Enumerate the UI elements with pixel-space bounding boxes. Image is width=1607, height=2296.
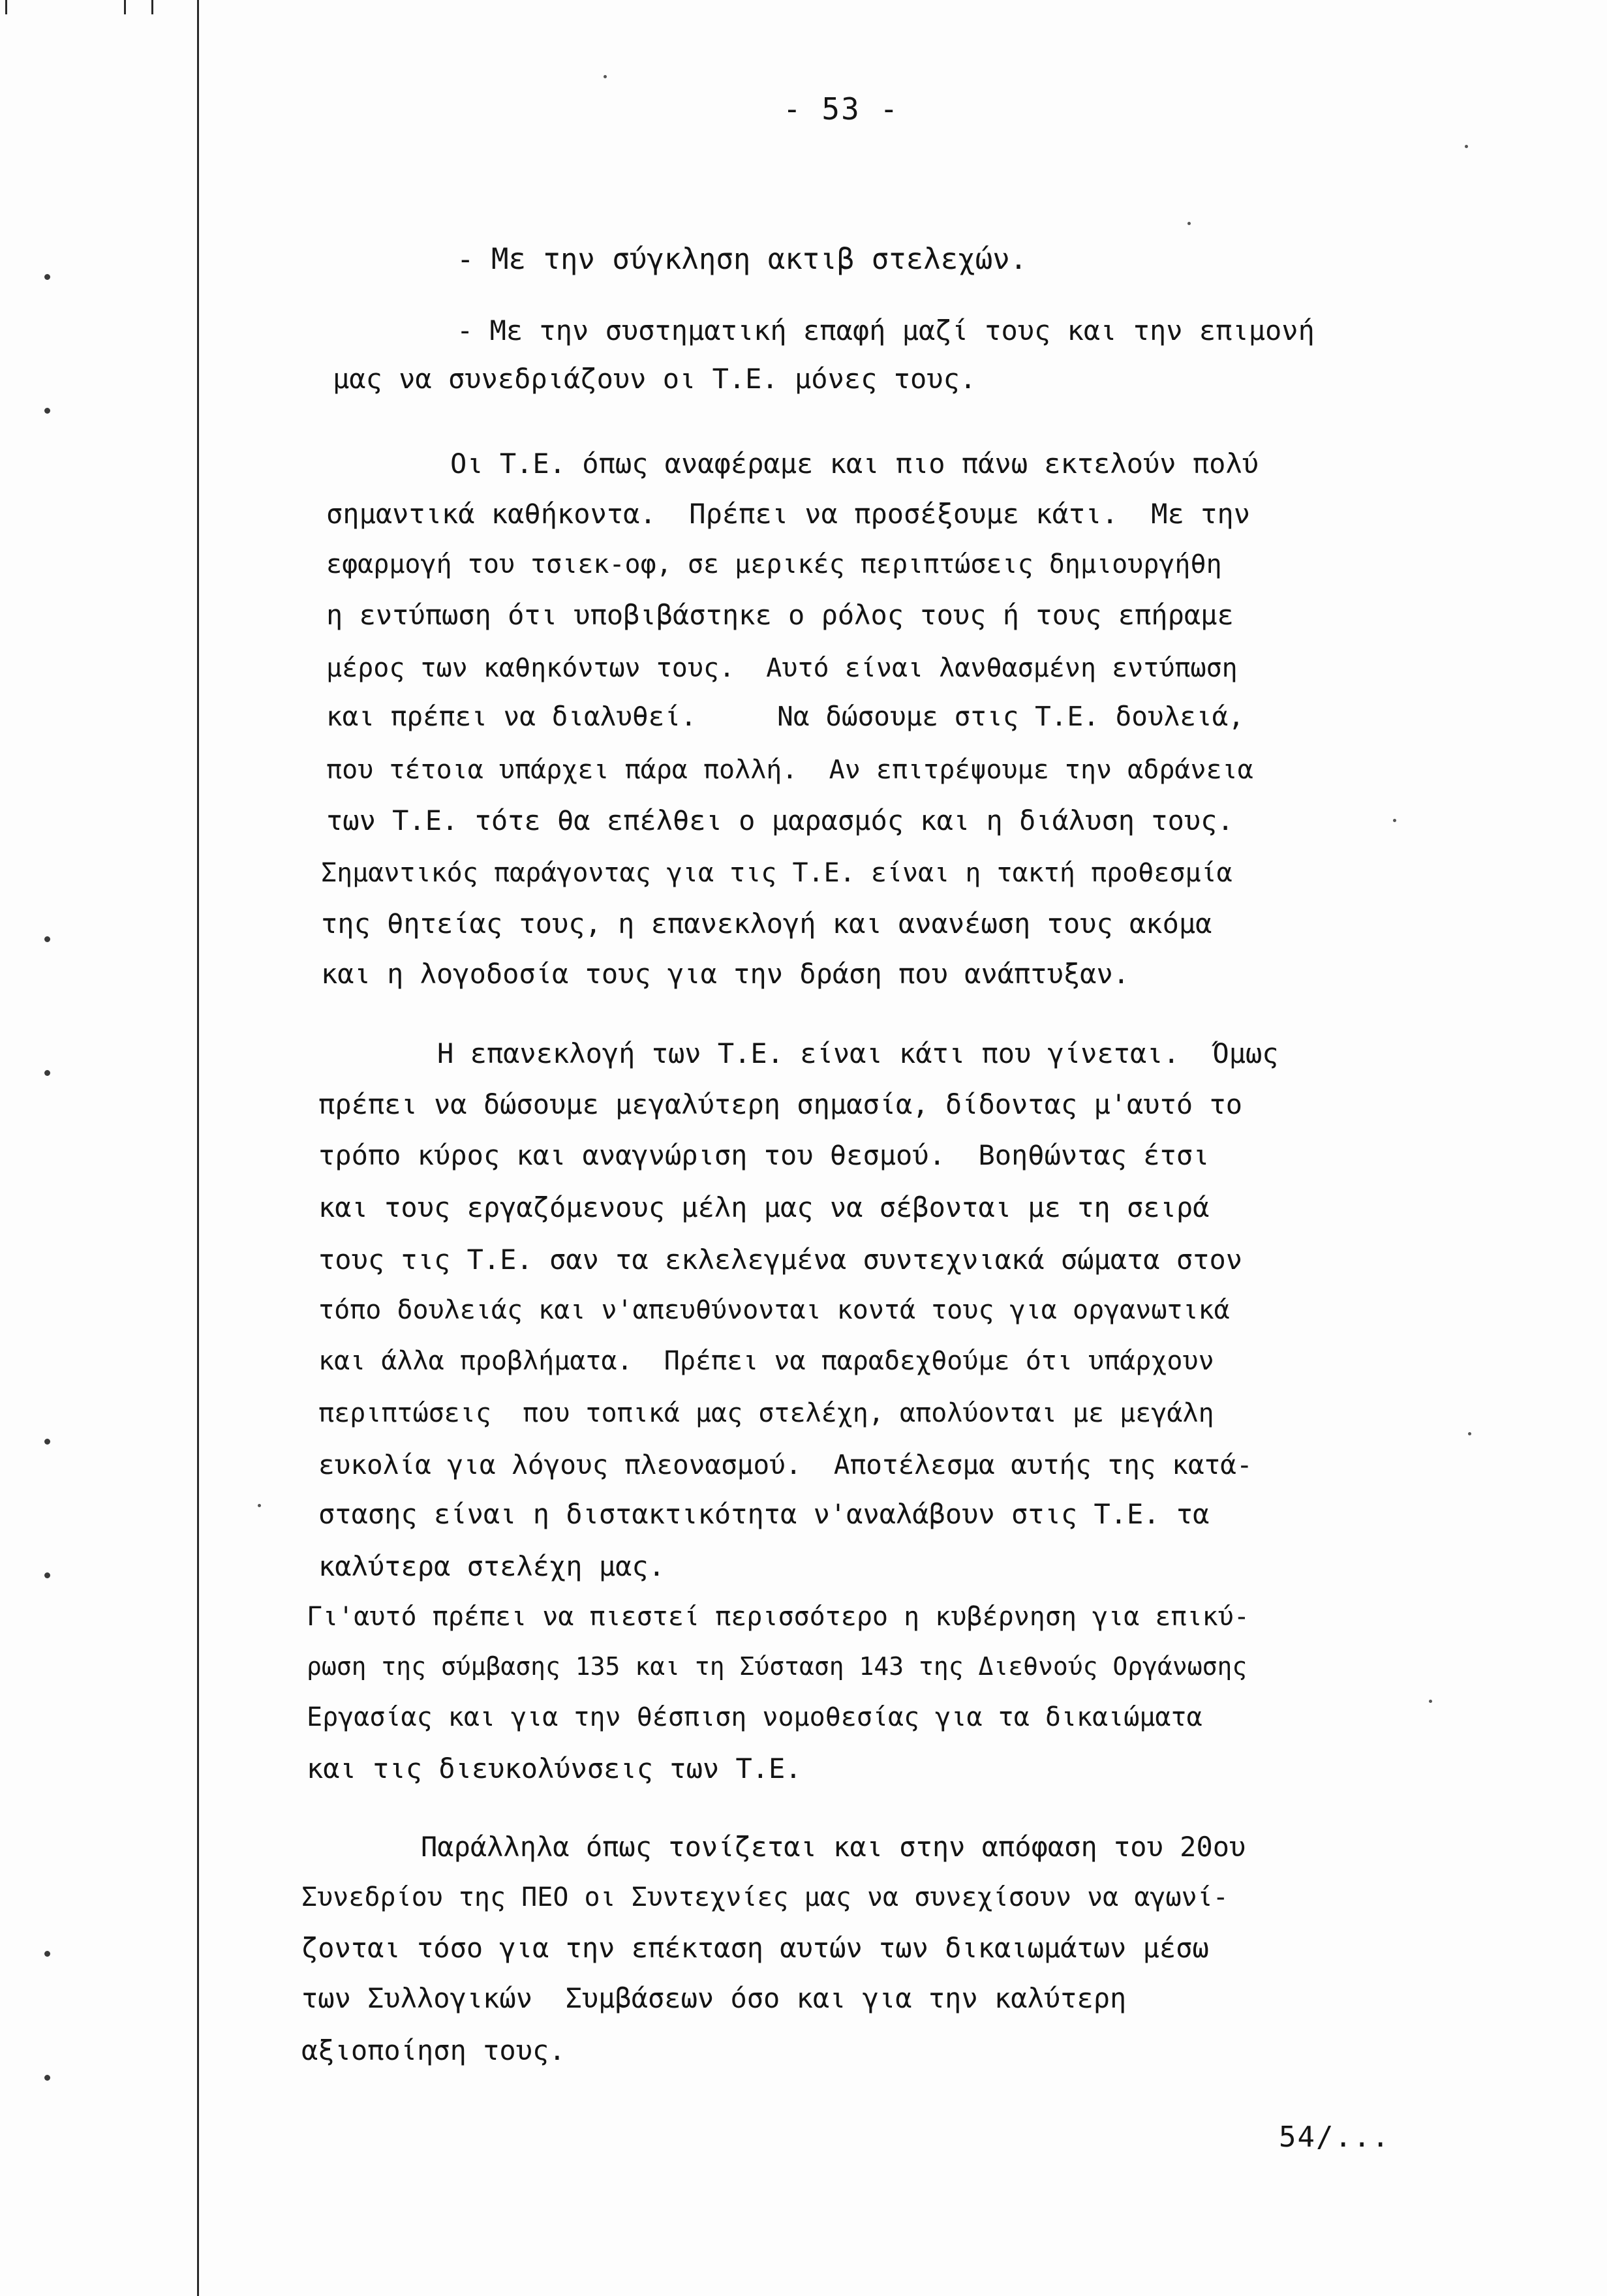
scan-speck bbox=[1187, 222, 1191, 225]
page-number: - 53 - bbox=[783, 91, 900, 127]
scan-speck bbox=[1468, 1432, 1471, 1435]
scan-speck bbox=[1429, 1700, 1432, 1703]
text-line: Συνεδρίου της ΠΕΟ οι Συντεχνίες μας να συνεχίσουν να αγωνί- bbox=[301, 1882, 1229, 1912]
scan-speck bbox=[604, 75, 607, 78]
text-line: πρέπει να δώσουμε μεγαλύτερη σημασία, δίδοντας μ'αυτό το bbox=[318, 1088, 1243, 1120]
text-line: Η επανεκλογή των Τ.Ε. είναι κάτι που γίνεται. Όμως bbox=[437, 1037, 1279, 1069]
text-line: και η λογοδοσία τους για την δράση που ανάπτυξαν. bbox=[321, 958, 1130, 990]
binder-hole bbox=[44, 1572, 50, 1578]
text-line: που τέτοια υπάρχει πάρα πολλή. Αν επιτρέψουμε την αδράνεια bbox=[326, 755, 1253, 785]
binder-hole bbox=[44, 1439, 50, 1445]
binder-hole bbox=[44, 408, 50, 414]
text-line: τρόπο κύρος και αναγνώριση του θεσμού. Βοηθώντας έτσι bbox=[318, 1139, 1210, 1171]
text-line: Σημαντικός παράγοντας για τις Τ.Ε. είναι η τακτή προθεσμία bbox=[321, 858, 1232, 888]
text-line: μέρος των καθηκόντων τους. Αυτό είναι λανθασμένη εντύπωση bbox=[326, 653, 1238, 683]
scan-speck bbox=[258, 1504, 261, 1507]
text-line: και πρέπει να διαλυθεί. Να δώσουμε στις Τ.Ε. δουλειά, bbox=[326, 701, 1244, 732]
text-line: και τους εργαζόμενους μέλη μας να σέβονται με τη σειρά bbox=[318, 1191, 1210, 1223]
text-line: η εντύπωση ότι υποβιβάστηκε ο ρόλος τους ή τους επήραμε bbox=[326, 599, 1234, 631]
text-line: Παράλληλα όπως τονίζεται και στην απόφαση του 20ου bbox=[421, 1831, 1246, 1863]
text-line: σημαντικά καθήκοντα. Πρέπει να προσέξουμε κάτι. Με την bbox=[326, 498, 1251, 530]
text-line: ευκολία για λόγους πλεονασμού. Αποτέλεσμα αυτής της κατά- bbox=[318, 1449, 1253, 1480]
top-edge-mark bbox=[5, 0, 7, 14]
text-line: τους τις Τ.Ε. σαν τα εκλελεγμένα συντεχνιακά σώματα στον bbox=[318, 1244, 1243, 1276]
text-line: καλύτερα στελέχη μας. bbox=[318, 1550, 666, 1582]
text-line: Οι Τ.Ε. όπως αναφέραμε και πιο πάνω εκτελούν πολύ bbox=[450, 448, 1259, 480]
top-edge-mark bbox=[124, 0, 126, 14]
text-line: αξιοποίηση τους. bbox=[301, 2034, 566, 2066]
text-line: των Τ.Ε. τότε θα επέλθει ο μαρασμός και η διάλυση τους. bbox=[326, 804, 1234, 836]
text-line: εφαρμογή του τσιεκ-οφ, σε μερικές περιπτώσεις δημιουργήθη bbox=[326, 549, 1222, 579]
text-line: ρωση της σύμβασης 135 και τη Σύσταση 143 της Διεθνούς Οργάνωσης bbox=[307, 1652, 1247, 1681]
text-line: περιπτώσεις που τοπικά μας στελέχη, απολύονται με μεγάλη bbox=[318, 1398, 1214, 1428]
text-line: στασης είναι η διστακτικότητα ν'αναλάβουν στις Τ.Ε. τα bbox=[318, 1498, 1210, 1530]
scan-speck bbox=[1393, 819, 1396, 822]
text-line: ζονται τόσο για την επέκταση αυτών των δικαιωμάτων μέσω bbox=[301, 1932, 1209, 1964]
text-line: - Με την σύγκληση ακτιβ στελεχών. bbox=[457, 243, 1028, 276]
text-line: Γι'αυτό πρέπει να πιεστεί περισσότερο η κυβέρνηση για επικύ- bbox=[307, 1602, 1249, 1632]
text-line: τόπο δουλειάς και ν'απευθύνονται κοντά τους για οργανωτικά bbox=[318, 1295, 1230, 1325]
binder-hole bbox=[44, 1070, 50, 1076]
text-line: - Με την συστηματική επαφή μαζί τους και την επιμονή bbox=[457, 314, 1315, 346]
text-line: της θητείας τους, η επανεκλογή και ανανέωση τους ακόμα bbox=[321, 908, 1212, 940]
text-line: και τις διευκολύνσεις των Τ.Ε. bbox=[307, 1753, 802, 1784]
top-edge-mark bbox=[151, 0, 153, 14]
text-line: των Συλλογικών Συμβάσεων όσο και για την καλύτερη bbox=[301, 1982, 1127, 2014]
text-line: και άλλα προβλήματα. Πρέπει να παραδεχθούμε ότι υπάρχουν bbox=[318, 1346, 1214, 1376]
binder-hole bbox=[44, 2075, 50, 2081]
left-margin-rule bbox=[197, 0, 199, 2296]
text-line: Εργασίας και για την θέσπιση νομοθεσίας για τα δικαιώματα bbox=[307, 1702, 1202, 1732]
text-line: μας να συνεδριάζουν οι Τ.Ε. μόνες τους. bbox=[333, 363, 977, 395]
scan-speck bbox=[1465, 145, 1468, 148]
binder-hole bbox=[44, 936, 50, 942]
binder-hole bbox=[44, 274, 50, 280]
binder-hole bbox=[44, 1951, 50, 1957]
continuation-marker: 54/... bbox=[1279, 2120, 1390, 2154]
